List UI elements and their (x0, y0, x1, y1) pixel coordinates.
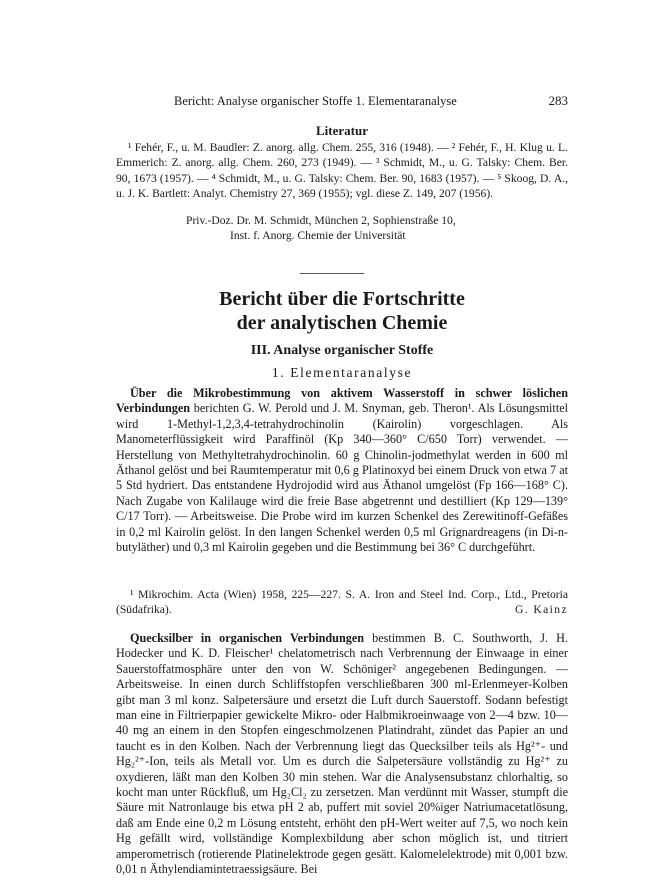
paragraph-body: bestimmen B. C. Southworth, J. H. Hodecker und K. D. Fleischer¹ chelatometrisch nach Verbrennung der Einwaage in einer Sauerstoffatmosphäre unter den von W. Schöniger² angegebenen Bedingungen. — Arbeitsweise. In einen durch Schliffstopfen verschließbaren 300 ml-Erlenmeyer-Kolben gibt man 3 ml konz. Salpetersäure und ersetzt die Luft durch Sauerstoff. Sodann befestigt man eine in Filtrierpapier gewickelte Mikro- oder Halbmikroeinwaage von 2—4 bzw. 10—40 mg an einem in den Stopfen eingeschmolzenen Platindraht, zündet das Papier an und taucht es in den Kolben. Nach der Verbrennung liegt das Quecksilber teils als Hg²⁺- und Hg₂²⁺-Ion, teils als Metall vor. Um es durch die Salpetersäure vollständig zu Hg²⁺ zu oxydieren, läßt man den Kolben 30 min stehen. War die Analysensubstanz chlorhaltig, so kocht man unter Rückfluß, um Hg₂Cl₂ zu zersetzen. Man verdünnt mit Wasser, stumpft die Säure mit Natronlauge bis etwa pH 2 ab, puffert mit soviel 20%iger Natriumacetatlösung, daß am Ende eine 0,2 m Lösung entsteht, erhöht den pH-Wert weiter auf 7,5, wo noch kein Hg gefällt wird, vollständige Komplexbildung aber schon möglich ist, und titriert amperometrisch (rotierende Platinelektrode gegen gesätt. Kalomelelektrode) mit 0,001 bzw. 0,01 n Äthylendiamintetraessigsäure. Bei (116, 631, 568, 877)
footnote-text: ¹ Mikrochim. Acta (Wien) 1958, 225—227. S. A. Iron and Steel Ind. Corp., Ltd., Pretoria (Südafrika). (116, 588, 568, 617)
report-title (116, 287, 568, 335)
section-heading: III. Analyse organischer Stoffe (250, 343, 434, 358)
running-head (174, 93, 568, 109)
subsection-heading: 1. Elementaranalyse (271, 365, 413, 380)
literature-heading: Literatur (316, 123, 368, 138)
report-title-line-2: der analytischen Chemie (236, 312, 448, 334)
running-head-title: Bericht: Analyse organischer Stoffe 1. Elementaranalyse (174, 94, 457, 108)
section-divider (300, 273, 364, 274)
author-signature: G. Kainz (515, 603, 568, 617)
paragraph-active-hydrogen (116, 386, 568, 555)
page-number: 283 (548, 93, 568, 108)
paragraph-lead: Quecksilber in organischen Verbindungen (130, 631, 365, 645)
author-address (186, 213, 568, 244)
report-title-line-1: Bericht über die Fortschritte (219, 288, 465, 310)
paragraph-mercury (116, 631, 568, 878)
reference-list: ¹ Fehér, F., u. M. Baudler: Z. anorg. allg. Chem. 255, 316 (1948). — ² Fehér, F., H. Klug u. L. Emmerich: Z. anorg. allg. Chem. 260, 273 (1949). — ³ Schmidt, M., u. G. Talsky: Chem. Ber. 90, 1673 (1957). — ⁴ Schmidt, M., u. G. Talsky: Chem. Ber. 90, 1683 (1957). — ⁵ Skoog, D. A., u. J. K. Bartlett: Analyt. Chemistry 27, 369 (1955); vgl. diese Z. 149, 207 (1956). (116, 141, 568, 200)
footnote (116, 587, 568, 618)
paragraph-lead: Über die Mikrobestimmung von aktivem Wasserstoff in schwer löslichen Verbindungen (116, 386, 568, 416)
paragraph-body: berichten G. W. Perold und J. M. Snyman, geb. Theron¹. Als Lösungsmittel wird 1-Methyl-1,2,3,4-tetrahydrochinolin (Kairolin) vorgeschlagen. Als Manometerflüssigkeit wird Paraffinöl (Kp 340—360° C/650 Torr) verwendet. — Herstellung von Methyltetrahydrochinolin. 60 g Chinolin-jodmethylat werden in 600 ml Äthanol gelöst und bei Raumtemperatur mit 0,6 g Platinoxyd bei einem Druck von etwa 7 at 5 Std hydriert. Das entstandene Hydrojodid wird aus Äthanol umgelöst (Fp 166—168° C). Nach Zugabe von Kalilauge wird die freie Base abgetrennt und destilliert (Kp 129—139° C/17 Torr). — Arbeitsweise. Die Probe wird im kurzen Schenkel des Zerewitinoff-Gefäßes in 0,2 ml Kairolin gelöst. In den langen Schenkel werden 0,5 ml Grignardreagens (in Di-n-butyläther) und 0,3 ml Kairolin gegeben und die Bestimmung bei 36° C durchgeführt. (116, 401, 568, 555)
address-line-1: Priv.-Doz. Dr. M. Schmidt, München 2, Sophienstraße 10, (186, 214, 456, 227)
address-line-2: Inst. f. Anorg. Chemie der Universität (230, 229, 406, 243)
